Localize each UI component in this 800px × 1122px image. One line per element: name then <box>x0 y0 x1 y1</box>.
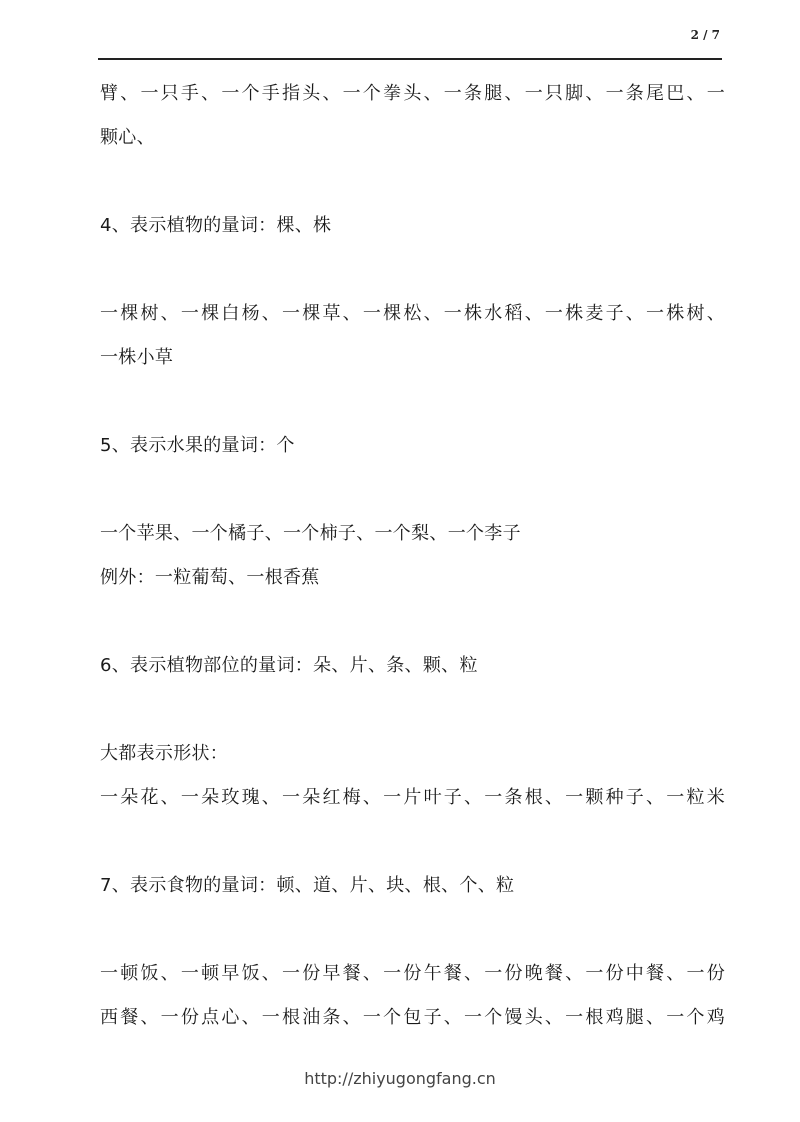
text-line: 一株小草 <box>100 347 174 368</box>
text-line: 臂、一只手、一个手指头、一个拳头、一条腿、一只脚、一条尾巴、一 <box>100 83 725 104</box>
text-line: 大都表示形状： <box>100 743 229 764</box>
text-line: 一个苹果、一个橘子、一个柿子、一个梨、一个李子 <box>100 523 521 544</box>
section-heading-plant-parts: 6、表示植物部位的量词：朵、片、条、颗、粒 <box>100 655 478 676</box>
text-line: 一顿饭、一顿早饭、一份早餐、一份午餐、一份晚餐、一份中餐、一份 <box>100 963 725 984</box>
text-line: 一朵花、一朵玫瑰、一朵红梅、一片叶子、一条根、一颗种子、一粒米 <box>100 787 725 808</box>
blank-line <box>100 908 725 952</box>
blank-line <box>100 688 725 732</box>
section-heading-fruits: 5、表示水果的量词：个 <box>100 435 295 456</box>
text-line: 例外：一粒葡萄、一根香蕉 <box>100 567 320 588</box>
page-number: 2 / 7 <box>690 28 720 42</box>
header-divider <box>98 58 722 60</box>
text-line: 西餐、一份点心、一根油条、一个包子、一个馒头、一根鸡腿、一个鸡 <box>100 1007 725 1028</box>
blank-line <box>100 380 725 424</box>
blank-line <box>100 820 725 864</box>
section-heading-plants: 4、表示植物的量词：棵、株 <box>100 215 332 236</box>
text-line: 颗心、 <box>100 127 155 148</box>
blank-line <box>100 160 725 204</box>
text-line: 一棵树、一棵白杨、一棵草、一棵松、一株水稻、一株麦子、一株树、 <box>100 303 725 324</box>
section-heading-food: 7、表示食物的量词：顿、道、片、块、根、个、粒 <box>100 875 515 896</box>
footer-url: http://zhiyugongfang.cn <box>304 1069 496 1088</box>
blank-line <box>100 600 725 644</box>
document-body <box>100 72 725 1040</box>
blank-line <box>100 248 725 292</box>
blank-line <box>100 468 725 512</box>
